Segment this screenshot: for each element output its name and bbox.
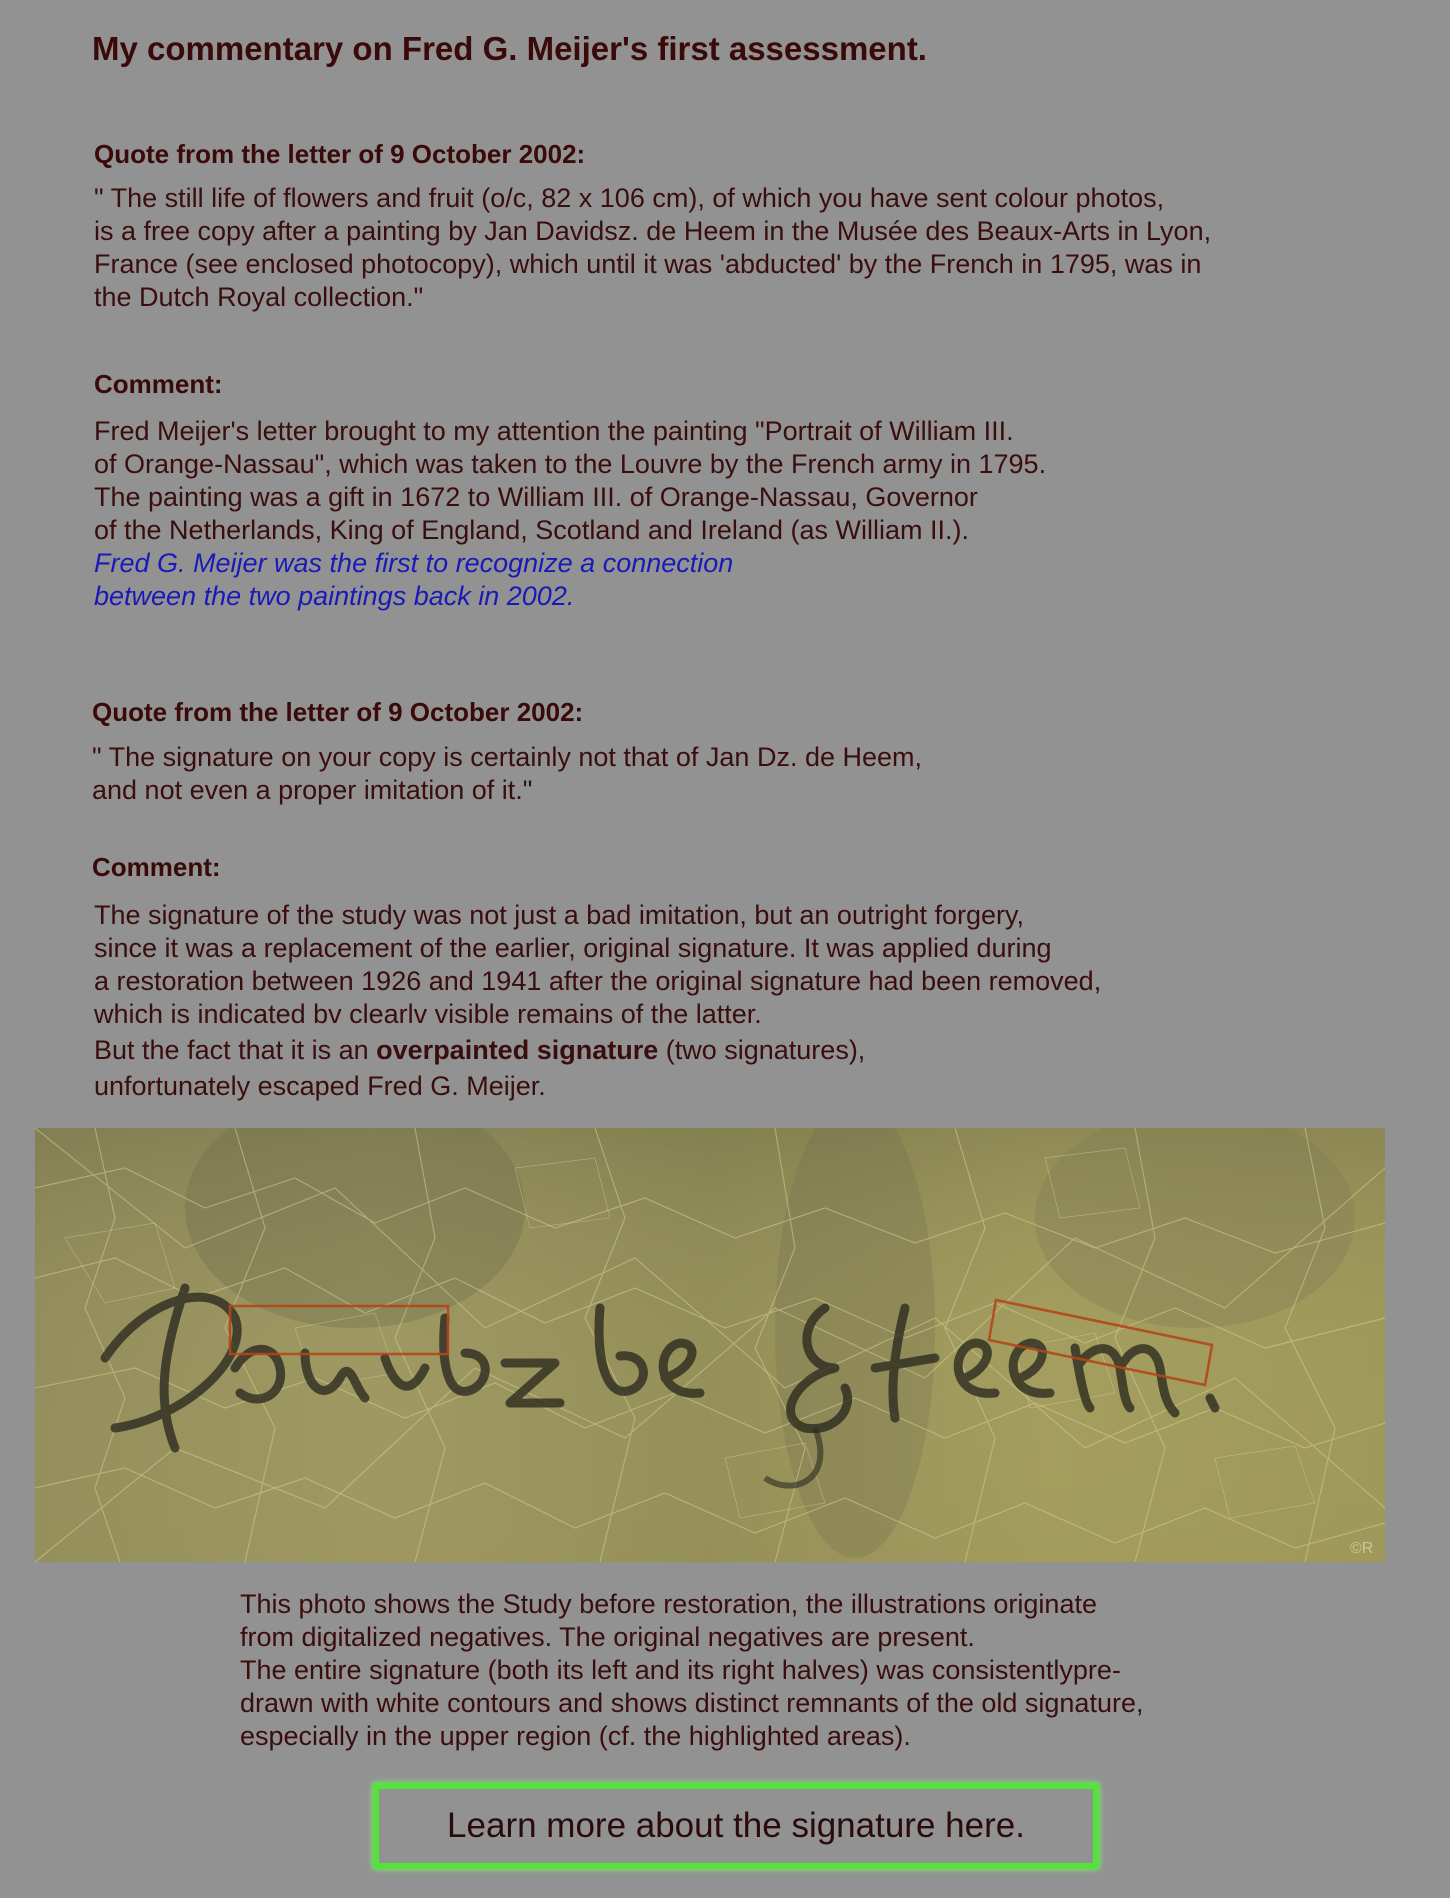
quote-1-line-3: France (see enclosed photocopy), which until it was 'abducted' by the French in 1795, was in [94, 249, 1202, 279]
comment-1-line-3: The painting was a gift in 1672 to William III. of Orange-Nassau, Governor [94, 482, 978, 512]
caption-line-5: especially in the upper region (cf. the highlighted areas). [240, 1721, 911, 1751]
comment-1-line-4: of the Netherlands, King of England, Scotland and Ireland (as William II.). [94, 515, 969, 545]
quote-2-line-2: and not even a proper imitation of it." [92, 775, 533, 805]
caption-line-2: from digitalized negatives. The original negatives are present. [240, 1622, 975, 1652]
quote-2-line-1: " The signature on your copy is certainly not that of Jan Dz. de Heem, [92, 742, 923, 772]
caption-line-3: The entire signature (both its left and its right halves) was consistentlypre- [240, 1655, 1121, 1685]
quote-1-line-4: the Dutch Royal collection." [94, 282, 424, 312]
comment-2-line-5-end: (two signatures), [658, 1035, 866, 1065]
comment-2-line-5-start: But the fact that it is an [94, 1035, 377, 1065]
quote-1-line-2: is a free copy after a painting by Jan Davidsz. de Heem in the Musée des Beaux-Arts in Lyon, [94, 216, 1212, 246]
comment-heading-1: Comment: [94, 369, 223, 399]
caption-line-1: This photo shows the Study before restoration, the illustrations originate [240, 1589, 1097, 1619]
meijer-highlight-line-1: Fred G. Meijer was the first to recognize a connection [94, 548, 734, 578]
comment-2-line-3: a restoration between 1926 and 1941 after the original signature had been removed, [94, 966, 1102, 996]
photo-caption [240, 1588, 1143, 1753]
comment-1-line-2: of Orange-Nassau", which was taken to the Louvre by the French army in 1795. [94, 449, 1047, 479]
comment-2-line-5 [94, 1034, 1101, 1067]
comment-1-line-1: Fred Meijer's letter brought to my attention the painting "Portrait of William III. [94, 416, 1014, 446]
caption-line-4: drawn with white contours and shows distinct remnants of the old signature, [240, 1688, 1144, 1718]
comment-heading-2: Comment: [92, 852, 221, 882]
meijer-highlight-line-2: between the two paintings back in 2002. [94, 581, 575, 611]
comment-text-2 [94, 899, 1101, 1103]
signature-photo [35, 1128, 1385, 1562]
comment-2-line-1: The signature of the study was not just a bad imitation, but an outright forgery, [94, 900, 1025, 930]
comment-text-1 [94, 415, 1046, 613]
quote-heading-2: Quote from the letter of 9 October 2002: [92, 697, 584, 727]
comment-2-line-4: which is indicated bv clearlv visible remains of the latter. [94, 999, 762, 1029]
quote-text-2 [92, 741, 922, 807]
comment-2-line-6: unfortunately escaped Fred G. Meijer. [94, 1071, 546, 1101]
quote-1-line-1: " The still life of flowers and fruit (o/c, 82 x 106 cm), of which you have sent colour photos, [94, 183, 1165, 213]
page-title: My commentary on Fred G. Meijer's first assessment. [92, 30, 927, 67]
quote-heading-1: Quote from the letter of 9 October 2002: [94, 139, 586, 169]
comment-2-line-2: since it was a replacement of the earlier, original signature. It was applied during [94, 933, 1052, 963]
quote-text-1 [94, 182, 1211, 314]
signature-photo-image [35, 1128, 1385, 1562]
overpainted-signature-emphasis: overpainted signature [376, 1035, 659, 1065]
learn-more-signature-link[interactable]: Learn more about the signature here. [373, 1783, 1099, 1869]
photo-watermark: ©R [1350, 1540, 1374, 1557]
